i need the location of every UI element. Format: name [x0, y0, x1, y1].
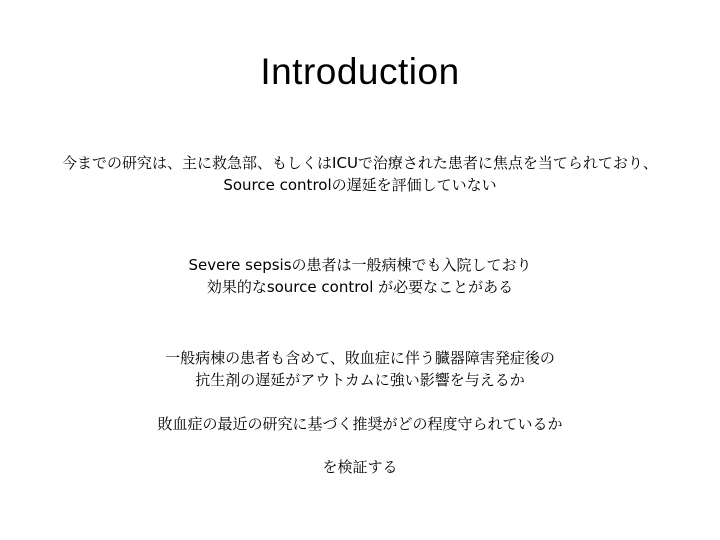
text-block-general-ward [0, 254, 720, 298]
text-block-recommendations [0, 413, 720, 435]
text-block-verify [0, 456, 720, 478]
text-line: Source controlの遅延を評価していない [223, 176, 497, 194]
text-line: 効果的なsource control が必要なことがある [206, 278, 514, 296]
text-block-antibiotic-delay [0, 347, 720, 391]
text-line: 抗生剤の遅延がアウトカムに強い影響を与えるか [195, 371, 525, 389]
text-line: 今までの研究は、主に救急部、もしくはICUで治療された患者に焦点を当てられており、 [62, 154, 658, 172]
text-line: 一般病棟の患者も含めて、敗血症に伴う臓器障害発症後の [165, 349, 555, 367]
text-block-prior-studies [0, 152, 720, 196]
text-line: Severe sepsisの患者は一般病棟でも入院しており [188, 256, 532, 274]
slide-title: Introduction [260, 51, 460, 92]
text-line: を検証する [322, 458, 398, 476]
text-line: 敗血症の最近の研究に基づく推奨がどの程度守られているか [157, 415, 563, 433]
